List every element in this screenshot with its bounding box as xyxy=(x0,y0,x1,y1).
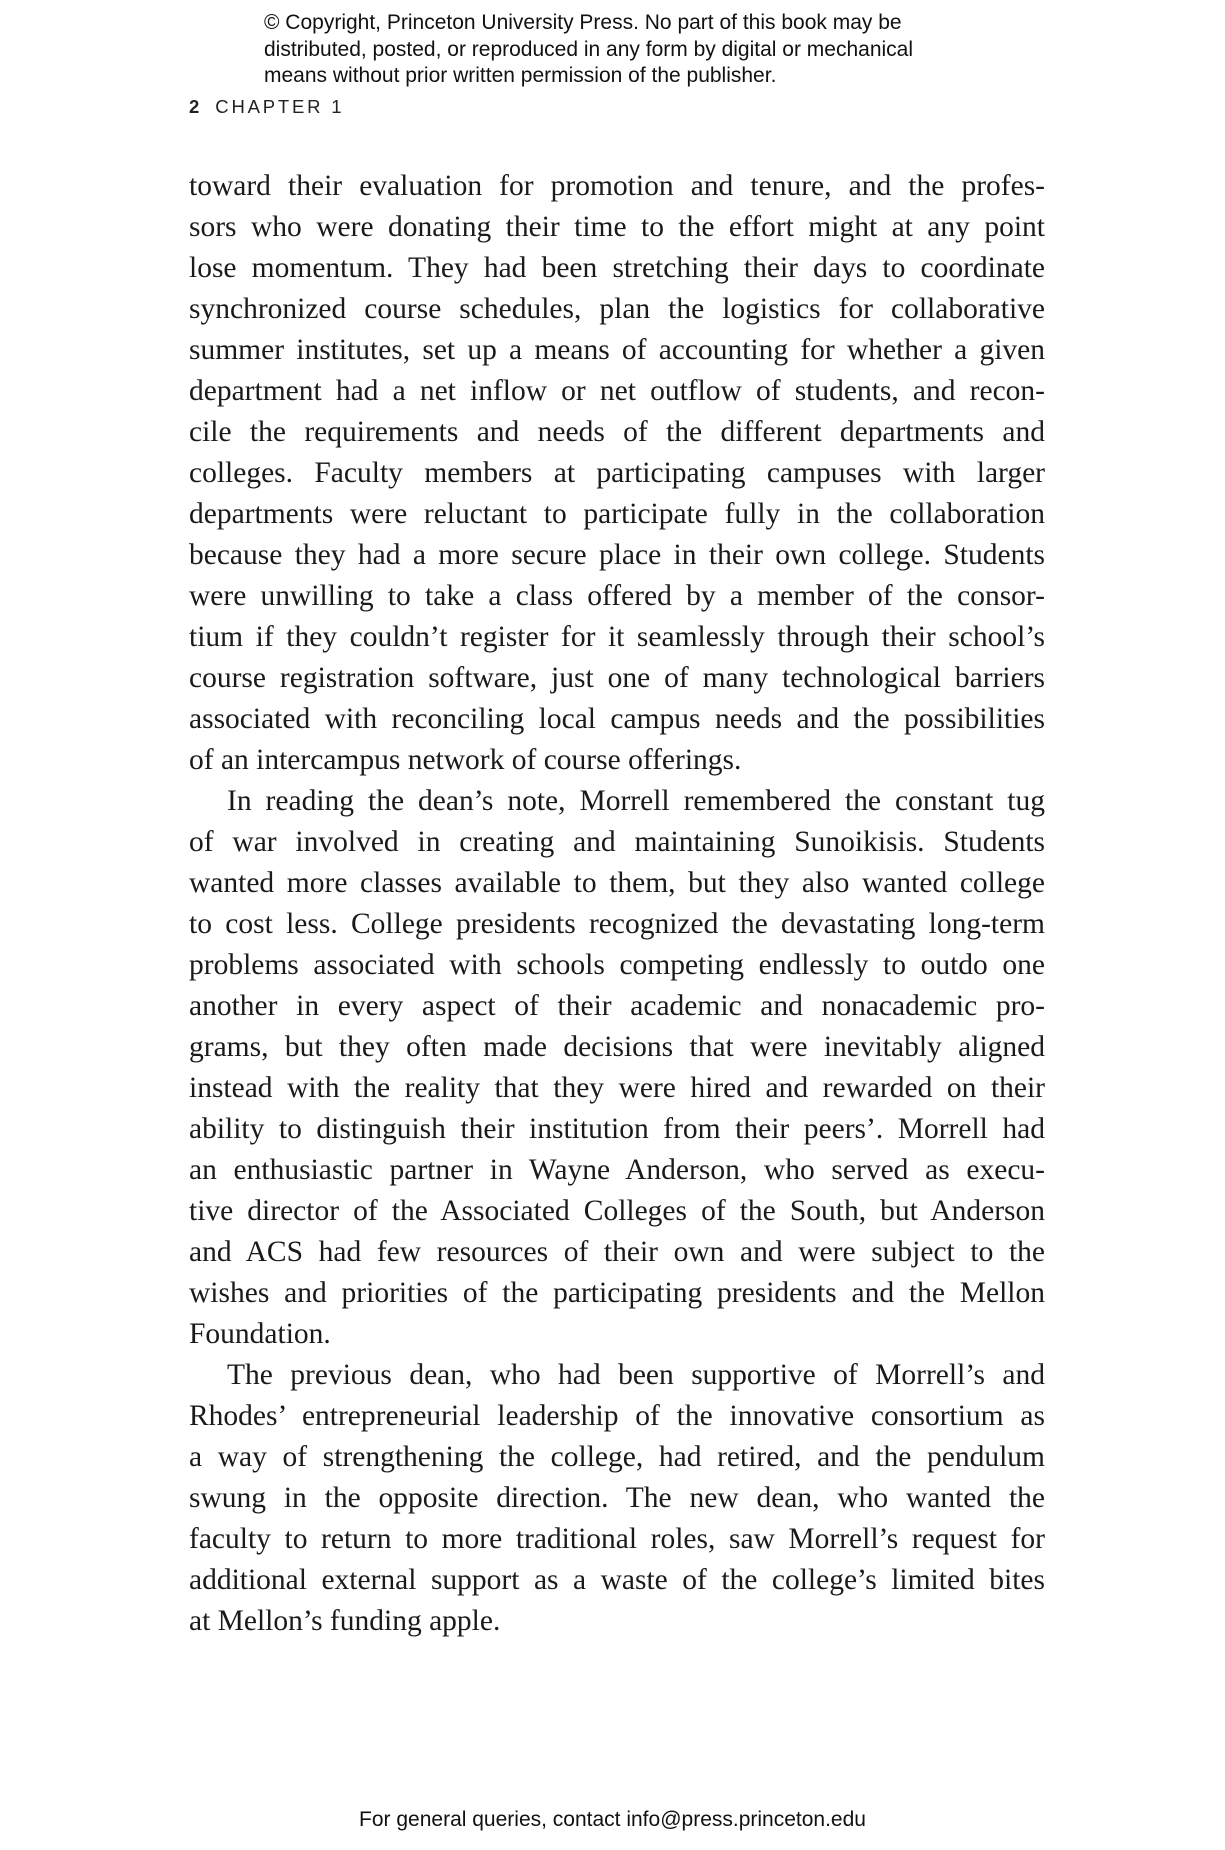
paragraph xyxy=(189,166,1045,781)
text-line: because they had a more secure place in their own college. Students xyxy=(189,539,1045,571)
text-line: instead with the reality that they were hired and rewarded on their xyxy=(189,1072,1045,1104)
text-line: In reading the dean’s note, Morrell remembered the constant tug xyxy=(227,785,1045,817)
text-line: swung in the opposite direction. The new dean, who wanted the xyxy=(189,1482,1045,1514)
text-line: Foundation. xyxy=(189,1318,331,1350)
footer-contact: For general queries, contact info@press.princeton.edu xyxy=(359,1808,866,1831)
text-line: cile the requirements and needs of the different departments and xyxy=(189,416,1045,448)
text-line: of an intercampus network of course offerings. xyxy=(189,744,742,776)
text-line: ability to distinguish their institution from their peers’. Morrell had xyxy=(189,1113,1045,1145)
text-line: The previous dean, who had been supportive of Morrell’s and xyxy=(227,1359,1045,1391)
text-line: of war involved in creating and maintaining Sunoikisis. Students xyxy=(189,826,1045,858)
text-line: another in every aspect of their academic and nonacademic pro- xyxy=(189,990,1045,1022)
text-line: toward their evaluation for promotion and tenure, and the profes- xyxy=(189,170,1045,202)
text-line: a way of strengthening the college, had retired, and the pendulum xyxy=(189,1441,1045,1473)
text-line: to cost less. College presidents recognized the devastating long-term xyxy=(189,908,1045,940)
text-line: grams, but they often made decisions that were inevitably aligned xyxy=(189,1031,1045,1063)
text-line: synchronized course schedules, plan the logistics for collaborative xyxy=(189,293,1045,325)
copyright-line: means without prior written permission of the publisher. xyxy=(264,64,777,87)
text-line: course registration software, just one of many technological barriers xyxy=(189,662,1045,694)
text-line: wishes and priorities of the participating presidents and the Mellon xyxy=(189,1277,1045,1309)
body-text xyxy=(189,166,1045,1642)
text-line: an enthusiastic partner in Wayne Anderson, who served as execu- xyxy=(189,1154,1045,1186)
running-head xyxy=(189,96,344,118)
text-line: wanted more classes available to them, but they also wanted college xyxy=(189,867,1045,899)
text-line: at Mellon’s funding apple. xyxy=(189,1605,501,1637)
chapter-label: CHAPTER 1 xyxy=(215,96,345,117)
text-line: associated with reconciling local campus needs and the possibilities xyxy=(189,703,1045,735)
text-line: tium if they couldn’t register for it seamlessly through their school’s xyxy=(189,621,1045,653)
text-line: additional external support as a waste of the college’s limited bites xyxy=(189,1564,1045,1596)
text-line: and ACS had few resources of their own and were subject to the xyxy=(189,1236,1045,1268)
text-line: summer institutes, set up a means of accounting for whether a given xyxy=(189,334,1045,366)
copyright-notice xyxy=(264,10,984,90)
text-line: departments were reluctant to participate fully in the collaboration xyxy=(189,498,1045,530)
text-line: department had a net inflow or net outflow of students, and recon- xyxy=(189,375,1045,407)
text-line: sors who were donating their time to the effort might at any point xyxy=(189,211,1045,243)
paragraph xyxy=(189,1355,1045,1642)
text-line: faculty to return to more traditional roles, saw Morrell’s request for xyxy=(189,1523,1045,1555)
text-line: lose momentum. They had been stretching their days to coordinate xyxy=(189,252,1045,284)
paragraph xyxy=(189,781,1045,1355)
text-line: were unwilling to take a class offered by a member of the consor- xyxy=(189,580,1045,612)
copyright-line: distributed, posted, or reproduced in any form by digital or mechanical xyxy=(264,37,914,61)
copyright-line: © Copyright, Princeton University Press. No part of this book may be xyxy=(264,11,902,34)
text-line: Rhodes’ entrepreneurial leadership of the innovative consortium as xyxy=(189,1400,1045,1432)
text-line: colleges. Faculty members at participating campuses with larger xyxy=(189,457,1045,489)
text-line: problems associated with schools competing endlessly to outdo one xyxy=(189,949,1045,981)
text-line: tive director of the Associated Colleges of the South, but Anderson xyxy=(189,1195,1045,1227)
page-number: 2 xyxy=(189,96,200,117)
